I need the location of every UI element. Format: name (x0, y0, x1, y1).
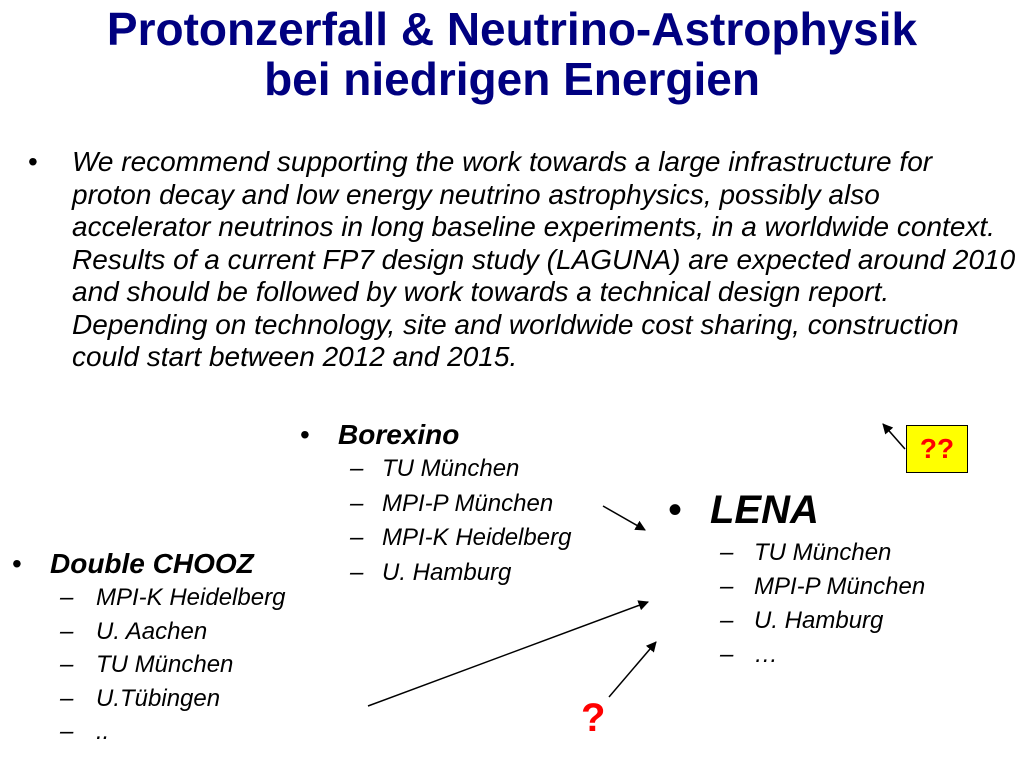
member-label: … (754, 641, 778, 668)
dash-icon: – (60, 584, 74, 611)
dash-icon: – (350, 558, 364, 586)
member-label: U. Aachen (96, 617, 208, 645)
arrow-question-to-lena (609, 642, 656, 697)
member-label: MPI-P München (382, 489, 554, 517)
bullet-icon: • (12, 548, 22, 579)
member-label: MPI-K Heidelberg (96, 584, 286, 611)
member-label: U. Hamburg (382, 558, 512, 586)
member-label: MPI-K Heidelberg (382, 524, 572, 551)
dash-icon: – (720, 607, 734, 634)
recommendation-text: We recommend supporting the work towards a large infrastructure for proton decay and low energy neutrino astrophysics, possibly also accelerator neutrinos in long baseline experiments, in a worldwide context. Results of a current FP7 design study (LAGUNA) are expected around 2010 and should be followed by work towards a technical design report. Depending on technology, site and worldwide cost sharing, construction could start between 2012 and 2015. (72, 146, 1016, 372)
arrow-box-to-text (883, 424, 905, 449)
dash-icon: – (350, 524, 364, 551)
question-mark: ? (581, 696, 606, 740)
member-label: .. (96, 718, 110, 745)
arrow-chooz-to-lena (368, 602, 648, 706)
question-box: ?? (906, 425, 968, 473)
dash-icon: – (60, 617, 74, 645)
member-label: TU München (382, 455, 520, 482)
title-line-2: bei niedrigen Energien (264, 53, 760, 105)
dash-icon: – (720, 641, 734, 668)
member-label: TU München (754, 539, 892, 566)
dash-icon: – (60, 651, 74, 678)
dash-icon: – (720, 573, 734, 600)
bullet-icon: • (668, 488, 683, 532)
arrow-borexino-to-lena (603, 506, 645, 530)
borexino-name: Borexino (338, 419, 460, 450)
lena-name: LENA (710, 488, 819, 532)
double-chooz-name: Double CHOOZ (50, 548, 254, 579)
dash-icon: – (60, 718, 74, 745)
member-label: U.Tübingen (96, 684, 221, 712)
bullet-icon: • (300, 419, 310, 450)
member-label: MPI-P München (754, 573, 926, 600)
dash-icon: – (350, 455, 364, 482)
bullet-icon: • (28, 146, 38, 177)
title-line-1: Protonzerfall & Neutrino-Astrophysik (106, 3, 918, 55)
dash-icon: – (720, 539, 734, 566)
member-label: TU München (96, 651, 234, 678)
dash-icon: – (350, 489, 364, 517)
member-label: U. Hamburg (754, 607, 884, 634)
dash-icon: – (60, 684, 74, 712)
